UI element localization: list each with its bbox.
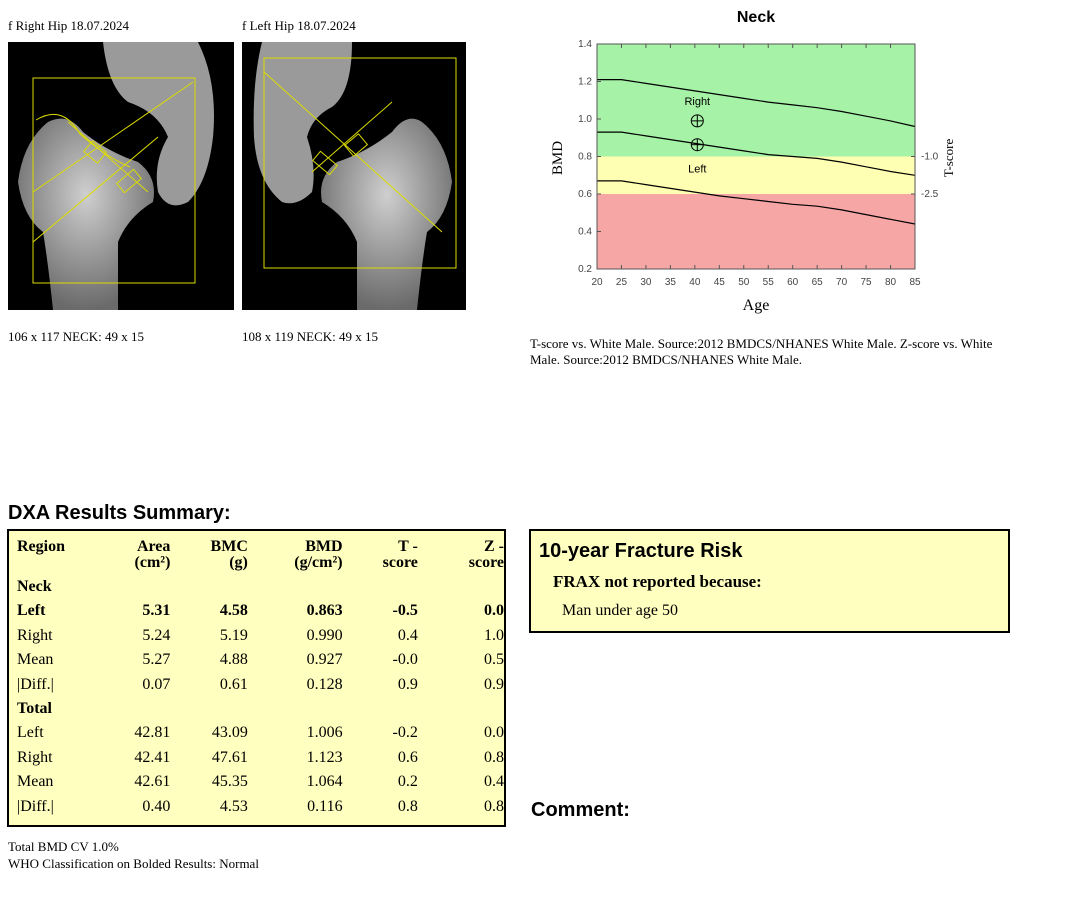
frax-reason: Man under age 50 [562, 602, 678, 619]
table-row [9, 795, 504, 819]
table-cell: 0.863 [306, 602, 343, 620]
header-bmc: BMC (g) [210, 538, 248, 571]
who-classification-note: WHO Classification on Bolded Results: Normal [8, 856, 259, 871]
bmd-cv-note: Total BMD CV 1.0% [8, 839, 119, 854]
table-cell: 0.8 [397, 797, 418, 815]
right-tick-label: -2.5 [921, 189, 939, 200]
neck-bmd-chart-svg [540, 0, 980, 320]
table-cell: -0.2 [392, 724, 418, 742]
table-cell: 0.5 [484, 651, 504, 669]
table-cell: 0.927 [306, 651, 343, 669]
table-cell: 0.40 [142, 797, 171, 815]
patient-marker-label: Right [684, 95, 711, 108]
table-cell: 0.116 [307, 797, 343, 815]
header-t-score: T - score [382, 538, 418, 571]
x-tick-label: 80 [884, 277, 897, 288]
table-row [9, 624, 504, 648]
table-cell: 47.61 [211, 748, 248, 766]
y-tick-label: 1.4 [578, 39, 592, 50]
left-hip-scan-image [242, 42, 466, 310]
neck-bmd-chart [540, 0, 980, 320]
table-row [9, 746, 504, 770]
x-tick-label: 30 [640, 277, 652, 288]
table-cell: 0.4 [397, 626, 418, 644]
left-hip-label: f Left Hip 18.07.2024 [242, 18, 356, 33]
table-cell: 0.2 [397, 773, 418, 791]
x-tick-label: 55 [762, 277, 774, 288]
table-cell: 0.6 [397, 748, 418, 766]
right-hip-label: f Right Hip 18.07.2024 [8, 18, 129, 33]
table-cell: Right [17, 626, 53, 644]
right-tick-label: -1.0 [921, 151, 939, 163]
chart-x-axis-label: Age [742, 297, 770, 314]
table-cell: 0.07 [142, 675, 171, 693]
table-cell: 5.27 [142, 651, 171, 669]
y-tick-label: 0.2 [578, 264, 592, 275]
x-tick-label: 65 [811, 277, 823, 288]
x-tick-label: 25 [615, 277, 628, 288]
table-cell: 0.9 [397, 675, 418, 693]
table-cell: Left [17, 602, 46, 620]
left-hip-dimensions: 108 x 119 NECK: 49 x 15 [242, 329, 379, 344]
table-cell: 45.35 [211, 773, 248, 791]
x-tick-label: 45 [713, 277, 725, 288]
patient-marker-label: Left [688, 163, 707, 176]
table-row [9, 721, 504, 745]
zone-osteoporosis [597, 194, 915, 269]
table-cell: Mean [17, 773, 54, 791]
table-cell: 5.31 [142, 602, 171, 620]
table-cell: 42.41 [134, 748, 171, 766]
table-cell: 42.61 [134, 773, 171, 791]
x-tick-label: 85 [909, 277, 921, 288]
section-label: Total [17, 700, 52, 718]
chart-reference-footnote: T-score vs. White Male. Source:2012 BMDCS/NHANES White Male. Z-score vs. White Male. Source:2012 BMDCS/NHANES White Male. [530, 336, 993, 367]
table-cell: 0.9 [484, 675, 504, 693]
section-header-row [9, 697, 504, 721]
table-cell: 0.0 [484, 724, 504, 742]
chart-right-axis-label: T-score [941, 138, 956, 178]
table-cell: 1.064 [306, 773, 343, 791]
table-cell: |Diff.| [17, 797, 54, 815]
table-cell: 0.128 [306, 675, 343, 693]
header-z-score: Z - score [468, 538, 504, 571]
right-hip-dimensions: 106 x 117 NECK: 49 x 15 [8, 329, 145, 344]
section-label: Neck [17, 578, 52, 595]
fracture-risk-title: 10-year Fracture Risk [539, 540, 743, 562]
chart-y-axis-label: BMD [550, 140, 566, 176]
frax-not-reported-label: FRAX not reported because: [553, 572, 762, 591]
table-cell: -0.5 [392, 602, 418, 620]
table-cell: -0.0 [392, 651, 418, 669]
table-cell: 0.8 [484, 797, 504, 815]
table-row [9, 599, 504, 623]
table-cell: 4.53 [219, 797, 248, 815]
table-cell: Mean [17, 651, 54, 669]
y-tick-label: 0.6 [578, 189, 592, 200]
table-row [9, 770, 504, 794]
x-tick-label: 70 [836, 277, 848, 288]
x-tick-label: 35 [664, 277, 676, 288]
header-area: Area (cm²) [134, 538, 171, 571]
table-cell: 43.09 [211, 724, 248, 742]
y-tick-label: 0.4 [578, 226, 592, 238]
x-tick-label: 20 [591, 277, 603, 288]
table-row [9, 648, 504, 672]
comment-label: Comment: [531, 799, 630, 821]
table-cell: Left [17, 724, 44, 742]
table-cell: 5.24 [142, 626, 171, 644]
table-cell: |Diff.| [17, 675, 54, 693]
summary-notes [8, 838, 259, 872]
y-tick-label: 1.2 [578, 76, 592, 88]
x-tick-label: 60 [787, 277, 799, 288]
table-cell: 0.4 [484, 773, 504, 791]
table-cell: 0.990 [306, 626, 343, 644]
table-cell: 1.0 [484, 626, 504, 644]
table-cell: 4.58 [219, 602, 248, 620]
header-bmd: BMD (g/cm²) [294, 538, 343, 571]
table-row [9, 673, 504, 697]
header-region: Region [17, 538, 65, 555]
results-summary-title: DXA Results Summary: [8, 502, 231, 524]
section-header-row [9, 575, 504, 599]
x-tick-label: 40 [689, 277, 701, 288]
table-cell: 5.19 [219, 626, 248, 644]
zone-osteopenia [597, 157, 915, 195]
table-cell: 1.006 [306, 724, 343, 742]
y-tick-label: 1.0 [578, 114, 592, 125]
x-tick-label: 75 [860, 277, 872, 288]
table-cell: 1.123 [306, 748, 343, 766]
x-tick-label: 50 [738, 277, 750, 288]
y-tick-label: 0.8 [578, 151, 592, 163]
results-summary-table [9, 539, 504, 819]
chart-title: Neck [736, 9, 776, 26]
fracture-risk-box [529, 529, 1010, 633]
table-cell: Right [17, 748, 53, 766]
table-cell: 0.8 [484, 748, 504, 766]
table-cell: 0.61 [219, 675, 248, 693]
table-cell: 0.0 [484, 602, 504, 620]
table-cell: 4.88 [219, 651, 248, 669]
table-cell: 42.81 [134, 724, 171, 742]
right-hip-scan-image [8, 42, 234, 310]
results-summary-table-box [7, 529, 506, 827]
